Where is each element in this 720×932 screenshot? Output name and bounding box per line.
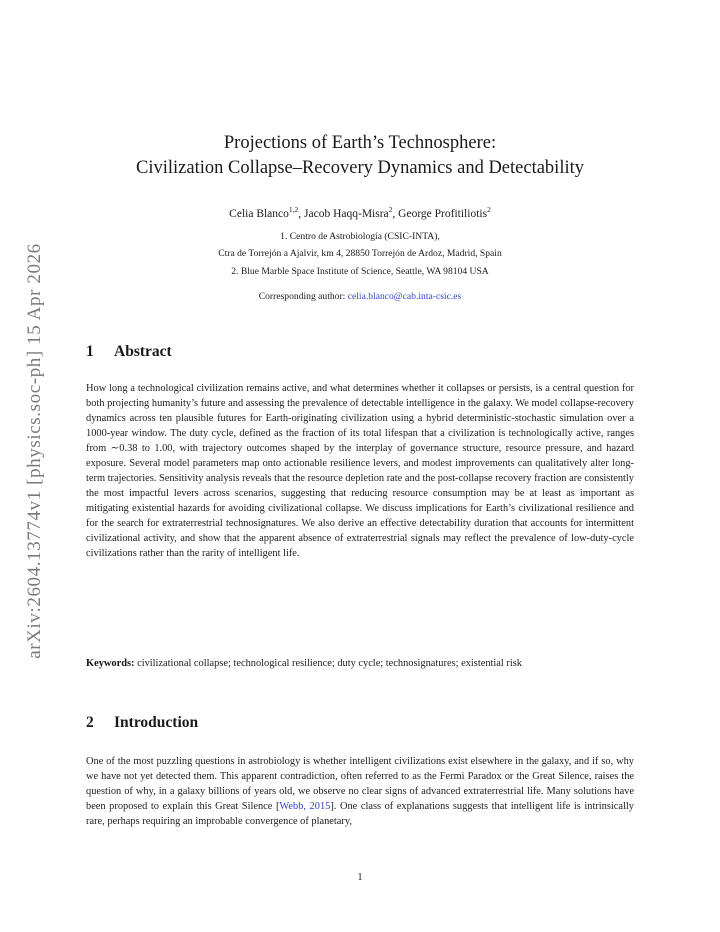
author-name: Celia Blanco xyxy=(229,207,289,220)
arxiv-identifier xyxy=(22,216,48,686)
author-affiliation-mark: 1,2 xyxy=(288,205,299,214)
corresponding-author-label: Corresponding author: xyxy=(258,291,348,302)
author-separator: , xyxy=(298,207,305,220)
citation-link[interactable]: Webb, 2015 xyxy=(279,801,331,812)
affiliation-1-address: Ctra de Torrejón a Ajalvir, km 4, 28850 Torrejón de Ardoz, Madrid, Spain xyxy=(218,248,502,259)
corresponding-author-email-link[interactable]: celia.blanco@cab.inta-csic.es xyxy=(347,291,462,302)
section-title: Abstract xyxy=(114,343,172,360)
section-number: 1 xyxy=(86,343,94,360)
section-title: Introduction xyxy=(114,714,199,731)
arxiv-identifier-text: arXiv:2604.13774v1 [physics.soc-ph] 15 Apr 2026 xyxy=(24,243,45,659)
corresponding-author xyxy=(0,291,720,302)
introduction-text-part-1: One of the most puzzling questions in astrobiology is whether intelligent civilizations exist elsewhere in the galaxy, and if so, why we have not yet detected them. This apparent contradiction, often referred to as the Fermi Paradox or the Great Silence, raises the question of why, in a galaxy billions of years old, we observe no clear signs of advanced extraterrestrial life. Many solutions have been proposed to explain this Great Silence [ xyxy=(86,756,634,812)
author-separator: , xyxy=(392,207,399,220)
introduction-text xyxy=(86,754,634,829)
page-number: 1 xyxy=(357,872,363,883)
introduction-text-part-2: ]. One class of explanations suggests that intelligent life is intrinsically rare, perhaps requiring an improbable convergence of planetary, xyxy=(86,801,634,827)
author-name: Jacob Haqq-Misra xyxy=(304,207,389,220)
paper-title-line-2: Civilization Collapse–Recovery Dynamics and Detectability xyxy=(136,158,584,178)
author-affiliation-mark: 2 xyxy=(487,205,491,214)
abstract-text: How long a technological civilization remains active, and what determines whether it collapses or persists, is a central question for both projecting humanity’s future and assessing the prevalence of detectable intelligence in the galaxy. We model collapse-recovery dynamics across ten plausible futures for Earth-originating civilization using a hybrid deterministic-stochastic simulation over a 1000-year window. The duty cycle, defined as the fraction of its total lifespan that a civilization is technologically active, ranges from ∼0.38 to 1.00, with trajectory outcomes shaped by the interplay of governance structure, resource pressure, and hazard exposure. Several model parameters map onto actionable resilience levers, and modest improvements can qualitatively alter long-term trajectories. Sensitivity analysis reveals that the resource depletion rate and the post-collapse recovery fraction are consistently the most impactful levers across scenarios, suggesting that reducing resource consumption may be at least as important as mitigating existential hazards for avoiding civilizational collapse. We discuss implications for Earth’s civilizational resilience and for the search for extraterrestrial technosignatures. We also derive an effective detectability duration that accounts for intermittent civilizational activity, and show that the apparent absence of extraterrestrial signals may reflect the prevalence of low-duty-cycle civilizations rather than the rarity of intelligent life. xyxy=(86,383,634,559)
keywords-label: Keywords: xyxy=(86,658,135,669)
keywords xyxy=(86,656,634,671)
paper-title-line-1: Projections of Earth’s Technosphere: xyxy=(223,133,497,153)
section-number: 2 xyxy=(86,714,94,731)
affiliation-2: 2. Blue Marble Space Institute of Science, Seattle, WA 98104 USA xyxy=(231,266,489,277)
keywords-list: civilizational collapse; technological resilience; duty cycle; technosignatures; existential risk xyxy=(137,658,522,669)
author-name: George Profitiliotis xyxy=(398,207,488,220)
affiliation-1: 1. Centro de Astrobiología (CSIC-INTA), xyxy=(280,231,440,242)
author-affiliation-mark: 2 xyxy=(388,205,393,214)
author-list xyxy=(0,205,720,220)
paper-title xyxy=(0,131,720,181)
abstract-heading xyxy=(86,343,172,361)
introduction-heading xyxy=(86,714,198,732)
